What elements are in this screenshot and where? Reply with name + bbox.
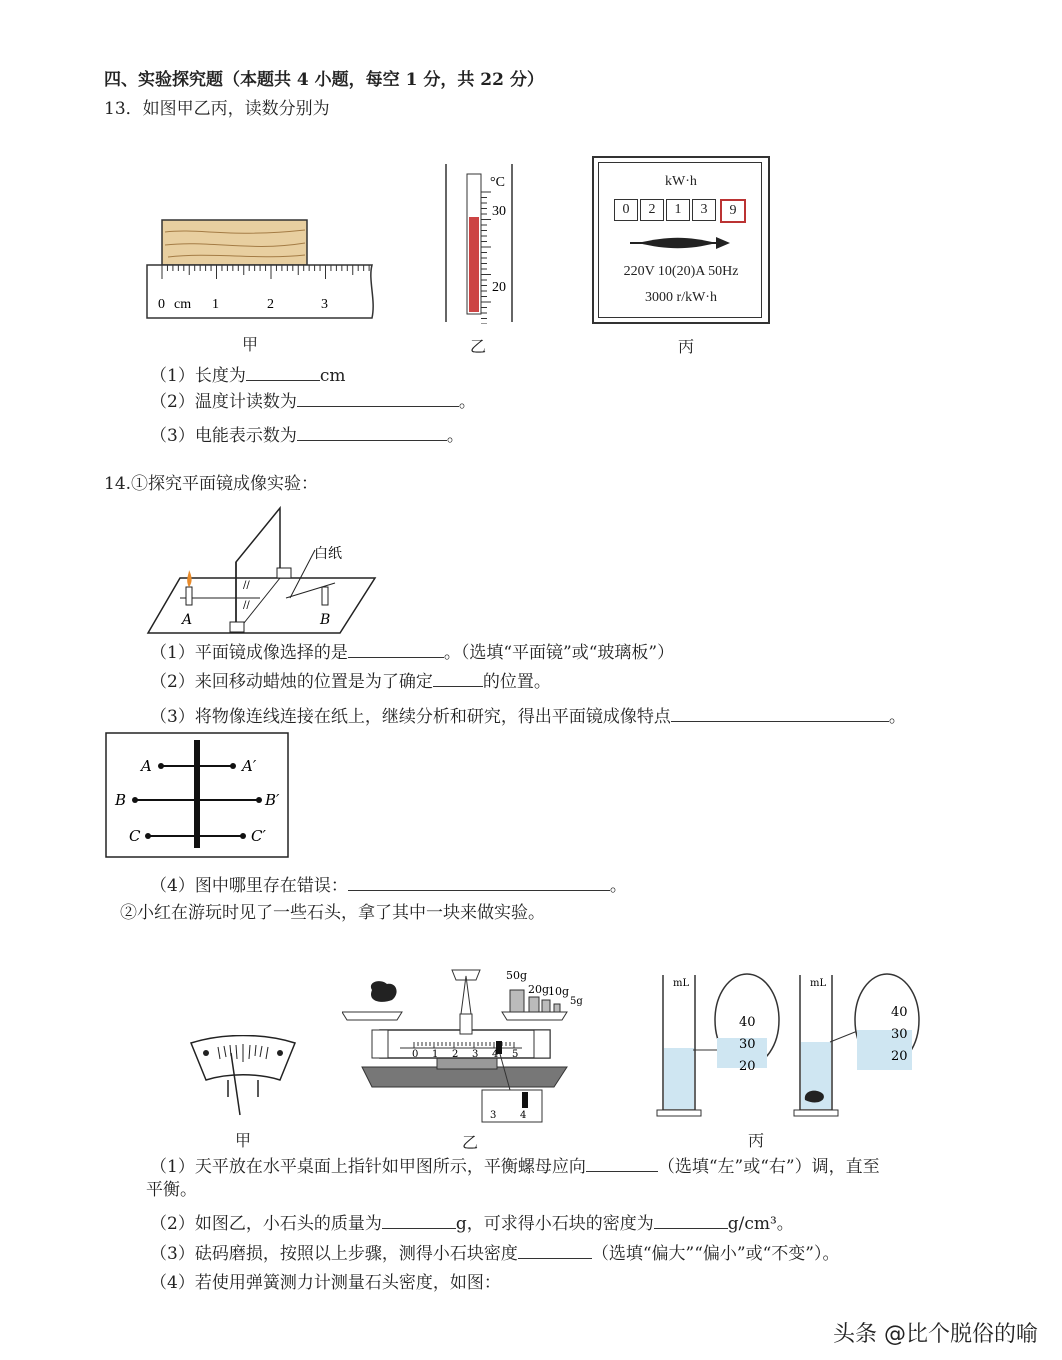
- point-c-prime: C′: [251, 827, 266, 845]
- cyl2-zoom-20: 20: [891, 1049, 908, 1064]
- point-c: C: [129, 827, 141, 845]
- weight-5g: 5g: [570, 996, 583, 1007]
- caption-jia: 甲: [242, 335, 259, 354]
- q14-stem-2: ②小红在游玩时见了一些石头，拿了其中一块来做实验。: [120, 903, 545, 923]
- cyl1-zoom-40: 40: [739, 1015, 756, 1030]
- candle-a: [186, 587, 192, 605]
- q14b-item-4: （4）若使用弹簧测力计测量石头密度，如图：: [150, 1273, 501, 1293]
- ruler-unit: cm: [174, 297, 192, 312]
- caption2-bing: 丙: [748, 1131, 765, 1150]
- answer-blank[interactable]: [654, 1212, 728, 1229]
- candle-b-label: B: [320, 612, 331, 628]
- weight-20g: 20g: [528, 983, 550, 996]
- beam-tick-4: 4: [492, 1049, 499, 1060]
- candle-b: [322, 587, 328, 605]
- point-a: A: [141, 757, 152, 775]
- beam-tick-3: 3: [472, 1049, 479, 1060]
- q14-item-1: （1）平面镜成像选择的是 。（选填“平面镜”或“玻璃板”）: [150, 643, 675, 663]
- weight-50g: 50g: [506, 969, 528, 982]
- cyl1-zoom-30: 30: [739, 1037, 756, 1052]
- cylinder-2-unit: mL: [810, 978, 827, 989]
- mirror-points-diagram: [105, 732, 289, 858]
- answer-blank[interactable]: [518, 1242, 592, 1259]
- cyl2-zoom-40: 40: [891, 1005, 908, 1020]
- section-title: 四、实验探究题（本题共 4 小题，每空 1 分，共 22 分）: [104, 70, 544, 90]
- meter-disc-arrow: [628, 234, 732, 252]
- q14b-item-2: （2）如图乙，小石头的质量为 g，可求得小石块的密度为 g/cm³。: [150, 1214, 794, 1234]
- meter-digit: 3: [692, 199, 716, 221]
- answer-blank[interactable]: [297, 424, 447, 441]
- cyl2-zoom-30: 30: [891, 1027, 908, 1042]
- q14-item-2: （2）来回移动蜡烛的位置是为了确定 的位置。: [150, 672, 551, 692]
- caption-bing: 丙: [678, 337, 695, 356]
- ruler-zero: 0: [158, 297, 165, 312]
- answer-blank[interactable]: [433, 670, 483, 687]
- q14-stem: 14.①探究平面镜成像实验：: [104, 474, 319, 494]
- q13-item-1: （1）长度为 cm: [150, 366, 346, 386]
- answer-blank[interactable]: [297, 390, 459, 407]
- q14b-item-3: （3）砝码磨损，按照以上步骤，测得小石块密度 （选填“偏大”“偏小”或“不变”）。: [150, 1244, 840, 1264]
- cylinder-1-unit: mL: [673, 978, 690, 989]
- meter-digit: 2: [640, 199, 664, 221]
- caption2-yi: 乙: [462, 1133, 479, 1152]
- meter-digit: 1: [666, 199, 690, 221]
- answer-blank[interactable]: [586, 1155, 658, 1172]
- meter-spec-2: 3000 r/kW·h: [645, 290, 717, 305]
- paper-label: 白纸: [314, 546, 342, 562]
- beam-tick-5: 5: [512, 1049, 519, 1060]
- q14b-item-1-cont: 平衡。: [146, 1180, 197, 1200]
- meter-unit: kW·h: [665, 174, 697, 189]
- meter-digit: 0: [614, 199, 638, 221]
- candle-a-label: A: [182, 612, 193, 628]
- ruler-tick-2: 2: [267, 297, 274, 312]
- answer-blank[interactable]: [348, 874, 610, 891]
- thermometer-label-30: 30: [492, 204, 506, 219]
- thermometer-figure: [440, 162, 520, 324]
- ruler-figure: [140, 210, 380, 325]
- caption-yi: 乙: [470, 337, 487, 356]
- weight-10g: 10g: [548, 985, 570, 998]
- mercury-column: [469, 217, 479, 312]
- zoom-tick-3: 3: [490, 1110, 497, 1121]
- balance-pointer-figure: [188, 1035, 298, 1120]
- energy-meter: [592, 156, 770, 324]
- point-b-prime: B′: [265, 791, 280, 809]
- q14-item-3: （3）将物像连线连接在纸上，继续分析和研究，得出平面镜成像特点 。: [150, 707, 906, 727]
- q14-item-4: （4）图中哪里存在错误： 。: [150, 876, 627, 896]
- q14b-item-1: （1）天平放在水平桌面上指针如甲图所示，平衡螺母应向 （选填“左”或“右”）调，直至: [150, 1157, 880, 1177]
- beam-tick-1: 1: [432, 1049, 439, 1060]
- beam-tick-0: 0: [412, 1049, 419, 1060]
- zoom-tick-4: 4: [520, 1110, 527, 1121]
- mirror-line: [194, 740, 200, 848]
- answer-blank[interactable]: [246, 364, 320, 381]
- q13-item-3: （3）电能表示数为 。: [150, 426, 464, 446]
- balance-base: [362, 1067, 567, 1087]
- svg-text://: //: [243, 600, 250, 611]
- q13-stem: 13．如图甲乙丙，读数分别为: [104, 99, 330, 119]
- watermark: 头条 @比个脱俗的喻: [833, 1322, 1038, 1347]
- meter-digit-decimal: 9: [720, 199, 746, 223]
- answer-blank[interactable]: [382, 1212, 456, 1229]
- thermometer-unit: °C: [490, 175, 505, 190]
- meter-spec-1: 220V 10(20)A 50Hz: [623, 264, 739, 279]
- beam-tick-2: 2: [452, 1049, 459, 1060]
- balance-figure: [342, 962, 587, 1132]
- q13-item-2: （2）温度计读数为 。: [150, 392, 476, 412]
- ruler-tick-3: 3: [321, 297, 328, 312]
- cyl1-zoom-20: 20: [739, 1059, 756, 1074]
- plane-mirror-setup: [140, 500, 385, 640]
- cylinders-figure: [655, 970, 945, 1120]
- point-b: B: [115, 791, 127, 809]
- stone: [371, 981, 397, 1002]
- answer-blank[interactable]: [671, 705, 889, 722]
- svg-text://: //: [243, 580, 250, 591]
- ruler-tick-1: 1: [212, 297, 219, 312]
- caption2-jia: 甲: [235, 1131, 252, 1150]
- answer-blank[interactable]: [348, 641, 444, 658]
- wood-block: [162, 220, 307, 265]
- point-a-prime: A′: [242, 757, 257, 775]
- thermometer-label-20: 20: [492, 280, 506, 295]
